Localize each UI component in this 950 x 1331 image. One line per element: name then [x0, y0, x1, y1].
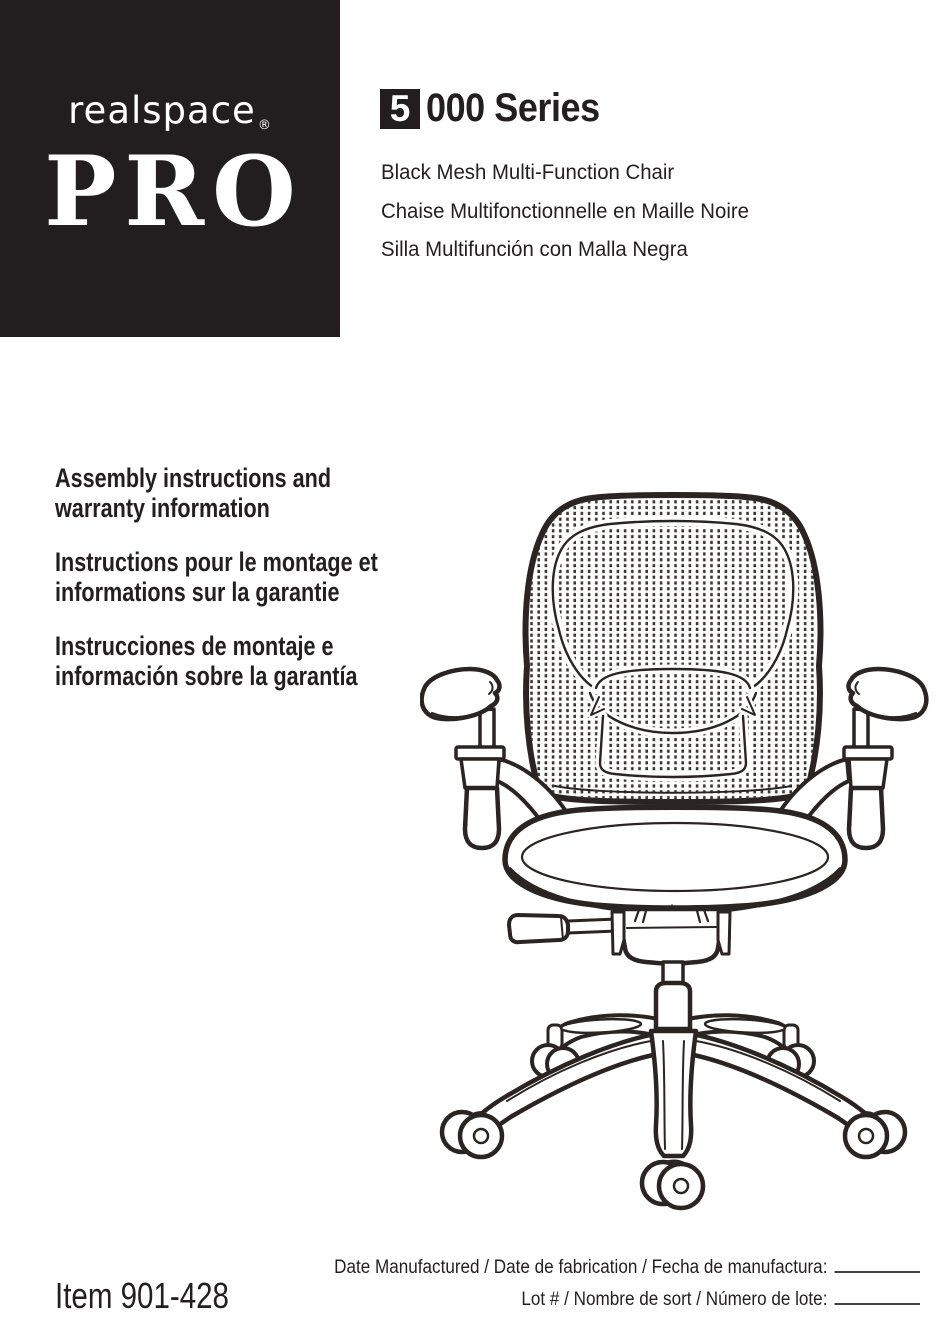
- chair-illustration: [420, 470, 940, 1220]
- intro-fr-line1: Instructions pour le montage et: [55, 547, 378, 577]
- lot-number-row: [334, 1284, 920, 1316]
- intro-en-line1: Assembly instructions and: [55, 463, 332, 493]
- intro-paragraph-es: [55, 632, 378, 691]
- tilt-lever-shaft: [568, 919, 617, 933]
- tilt-lever-paddle: [509, 915, 568, 942]
- registered-trademark-icon: ®: [257, 118, 272, 133]
- mechanism-left-flange: [612, 912, 624, 954]
- series-title: [380, 86, 619, 131]
- intro-en-line2: warranty information: [55, 492, 270, 523]
- lot-number-label: Lot # / Nombre de sort / Número de lote:: [521, 1289, 828, 1310]
- series-digit: 5: [389, 87, 411, 129]
- lot-blank-line: [835, 1289, 921, 1305]
- realspace-pro-logo: [0, 0, 340, 337]
- item-number: Item 901-428: [55, 1275, 229, 1316]
- manufacture-info: [334, 1252, 920, 1316]
- date-blank-line: [835, 1257, 921, 1273]
- series-suffix: 000 Series: [426, 86, 600, 130]
- product-name-es: Silla Multifunción con Malla Negra: [381, 238, 688, 262]
- intro-es-line2: información sobre la garantía: [55, 660, 358, 691]
- intro-paragraph-fr: [55, 548, 378, 607]
- logo-brand-text: [68, 89, 272, 133]
- cylinder-sleeve: [656, 983, 690, 1029]
- intro-text: [55, 464, 459, 716]
- product-name-en: Black Mesh Multi-Function Chair: [381, 161, 675, 184]
- intro-es-line1: Instrucciones de montaje e: [55, 631, 334, 661]
- series-digit-box: [380, 89, 420, 129]
- logo-brand-word: realspace: [68, 89, 256, 132]
- front-leg: [651, 1031, 696, 1156]
- right-arm-neck: [854, 709, 868, 748]
- logo-pro-text: PRO: [44, 135, 304, 248]
- mechanism-right-flange: [718, 912, 730, 954]
- intro-fr-line2: informations sur la garantie: [55, 576, 340, 607]
- left-arm-post: [465, 788, 499, 848]
- left-arm-neck: [480, 709, 494, 748]
- date-manufactured-label: Date Manufactured / Date de fabrication / Fecha de manufactura:: [333, 1257, 828, 1278]
- right-arm-post: [849, 788, 883, 848]
- mechanism-box: [618, 909, 724, 964]
- product-name-fr: Chaise Multifonctionnelle en Maille Noire: [381, 199, 749, 223]
- product-names: [381, 154, 760, 270]
- date-manufactured-row: [334, 1252, 920, 1284]
- intro-paragraph-en: [55, 464, 378, 523]
